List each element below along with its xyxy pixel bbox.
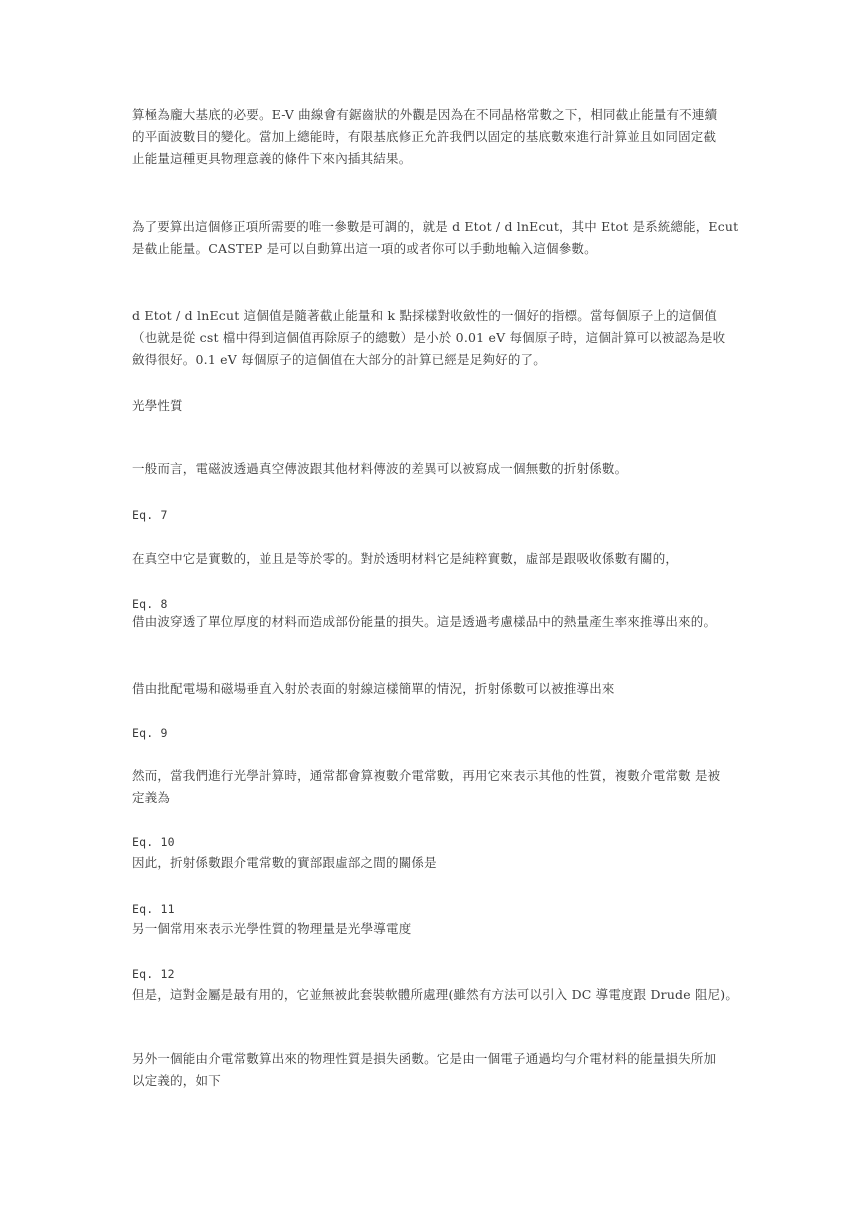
text-line: 在真空中它是實數的，並且是等於零的。對於透明材料它是純粹實數，虛部是跟吸收係數有關的， (132, 551, 679, 566)
paragraph (132, 305, 738, 371)
text-line: d Etot / d lnEcut 這個值是隨著截止能量和 k 點採樣對收斂性的一個好的指標。當每個原子上的這個值 (132, 308, 717, 323)
paragraph (132, 216, 738, 260)
text-line: 斂得很好。0.1 eV 每個原子的這個值在大部分的計算已經是足夠好的了。 (132, 352, 546, 367)
text-line: 一般而言，電磁波透過真空傳波跟其他材料傳波的差異可以被寫成一個無數的折射係數。 (132, 461, 628, 476)
equation-label (132, 963, 738, 985)
text-line: 另外一個能由介電常數算出來的物理性質是損失函數。它是由一個電子通過均勻介電材料的能量損失所加 (132, 1051, 717, 1066)
text-line: 另一個常用來表示光學性質的物理量是光學導電度 (132, 921, 412, 936)
paragraph (132, 548, 738, 570)
paragraph (132, 104, 738, 170)
equation-label (132, 722, 738, 744)
text-line: 借由批配電場和磁場垂直入射於表面的射線這樣簡單的情況，折射係數可以被推導出來 (132, 681, 615, 696)
paragraph (132, 984, 738, 1006)
paragraph (132, 918, 738, 940)
equation-label (132, 898, 738, 920)
text-line: 為了要算出這個修正項所需要的唯一參數是可調的，就是 d Etot / d lnEcut，其中 Etot 是系統總能，Ecut (132, 219, 739, 234)
paragraph (132, 678, 738, 700)
text-line: Eq. 8 (132, 597, 168, 611)
paragraph (132, 765, 738, 809)
text-line: Eq. 12 (132, 967, 175, 981)
text-line: 的平面波數目的變化。當加上總能時，有限基底修正允許我們以固定的基底數來進行計算並且如同固定截 (132, 129, 717, 144)
text-line: 光學性質 (132, 398, 183, 413)
text-line: 定義為 (132, 790, 171, 805)
text-line: 然而，當我們進行光學計算時，通常都會算複數介電常數，再用它來表示其他的性質，複數介電常數 是被 (132, 768, 721, 783)
text-line: Eq. 11 (132, 902, 175, 916)
text-line: 因此，折射係數跟介電常數的實部跟虛部之間的關係是 (132, 855, 437, 870)
paragraph (132, 852, 738, 874)
paragraph (132, 458, 738, 480)
text-line: 借由波穿透了單位厚度的材料而造成部份能量的損失。這是透過考慮樣品中的熱量產生率來推導出來的。 (132, 614, 717, 629)
section-heading (132, 395, 738, 417)
text-line: 算極為龐大基底的必要。E-V 曲線會有鋸齒狀的外觀是因為在不同晶格常數之下，相同截止能量有不連續 (132, 107, 718, 122)
text-line: 以定義的，如下 (132, 1073, 221, 1088)
paragraph (132, 1048, 738, 1092)
text-line: Eq. 7 (132, 508, 168, 522)
text-line: 是截止能量。CASTEP 是可以自動算出這一項的或者你可以手動地輸入這個參數。 (132, 241, 597, 256)
text-line: Eq. 9 (132, 726, 168, 740)
text-line: （也就是從 cst 檔中得到這個值再除原子的總數）是小於 0.01 eV 每個原子時，這個計算可以被認為是收 (132, 330, 726, 345)
equation-label (132, 504, 738, 526)
text-line: 但是，這對金屬是最有用的，它並無被此套裝軟體所處理(雖然有方法可以引入 DC 導電度跟 Drude 阻尼)。 (132, 987, 738, 1002)
text-line: 止能量這種更具物理意義的條件下來內插其結果。 (132, 151, 412, 166)
equation-label (132, 831, 738, 853)
paragraph (132, 611, 738, 633)
text-line: Eq. 10 (132, 835, 175, 849)
